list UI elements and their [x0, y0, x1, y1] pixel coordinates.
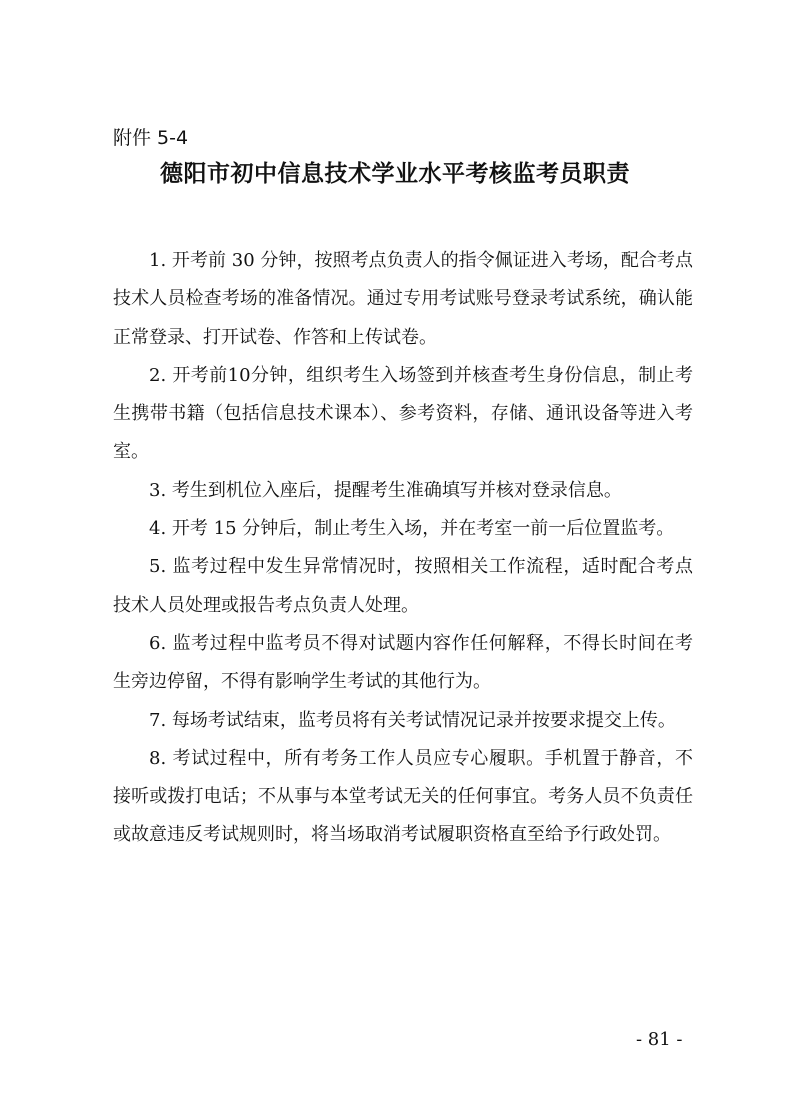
- duty-paragraph-3: 3. 考生到机位入座后，提醒考生准确填写并核对登录信息。: [149, 479, 622, 501]
- duty-paragraph-7: 7. 每场考试结束，监考员将有关考试情况记录并按要求提交上传。: [149, 709, 676, 731]
- attachment-label: 附件 5-4: [113, 127, 189, 149]
- duty-paragraph-6: 6. 监考过程中监考员不得对试题内容作任何解释，不得长时间在考生旁边停留，不得有影响学生考试的其他行为。: [113, 632, 693, 693]
- page-title: 德阳市初中信息技术学业水平考核监考员职责: [160, 161, 630, 187]
- duty-paragraph-5: 5. 监考过程中发生异常情况时，按照相关工作流程，适时配合考点技术人员处理或报告考点负责人处理。: [113, 556, 693, 616]
- document-body: [113, 242, 693, 855]
- duty-paragraph-4: 4. 开考 15 分钟后，制止考生入场，并在考室一前一后位置监考。: [149, 518, 675, 540]
- page-number: - 81 -: [636, 1029, 683, 1050]
- duty-paragraph-1: 1. 开考前 30 分钟，按照考点负责人的指令佩证进入考场，配合考点技术人员检查考场的准备情况。通过专用考试账号登录考试系统，确认能正常登录、打开试卷、作答和上传试卷。: [113, 250, 693, 348]
- duty-paragraph-2: 2. 开考前10分钟，组织考生入场签到并核查考生身份信息，制止考生携带书籍（包括信息技术课本）、参考资料，存储、通讯设备等进入考室。: [113, 364, 693, 463]
- duty-paragraph-8: 8. 考试过程中，所有考务工作人员应专心履职。手机置于静音，不接听或拨打电话；不从事与本堂考试无关的任何事宜。考务人员不负责任或故意违反考试规则时，将当场取消考试履职资格直至给予行政处罚。: [113, 747, 693, 846]
